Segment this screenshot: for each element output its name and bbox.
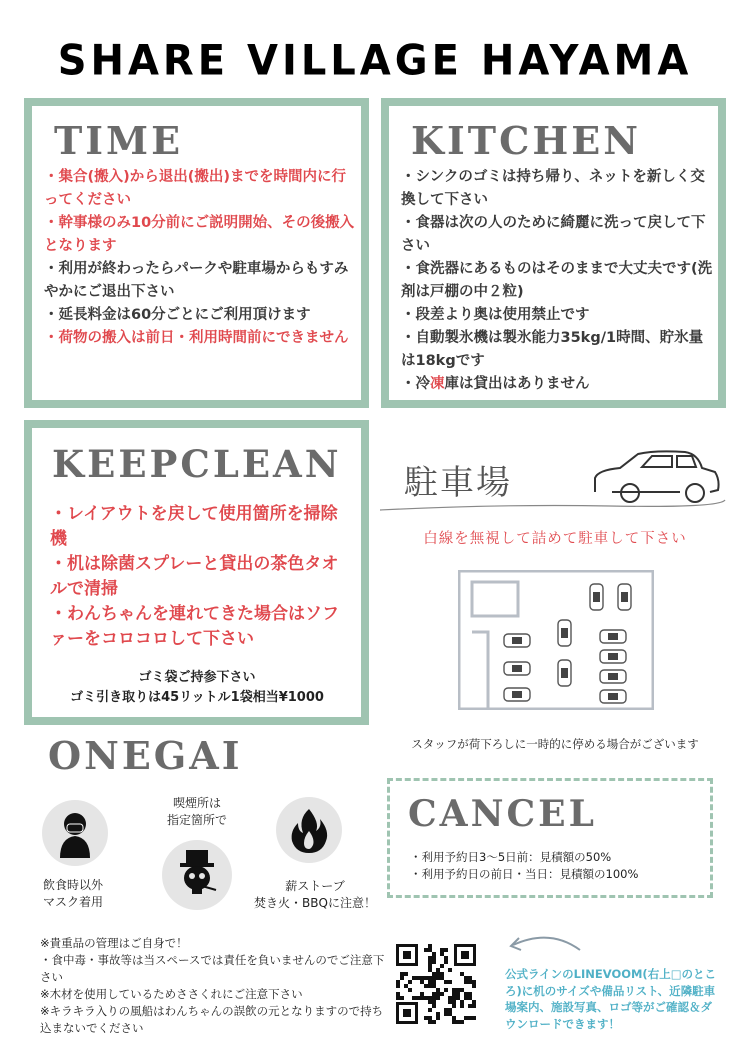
- parked-car-icon: [618, 584, 631, 610]
- cancel-policy-2: ・利用予約日の前日・当日：見積額の100%: [410, 867, 639, 881]
- onegai-heading: ONEGAI: [48, 733, 243, 778]
- kitchen-rule: ・シンクのゴミは持ち帰り、ネットを新しく交換して下さい: [401, 169, 705, 208]
- mask-person-icon: [42, 800, 108, 866]
- fire-caption: 薪ストーブ 焚き火・BBQに注意！: [254, 879, 376, 910]
- kitchen-rule: ・食器は次の人のために綺麗に洗って戻して下さい: [401, 215, 706, 254]
- time-rule: ・集合(搬入)から退出(搬出)までを時間内に行ってください: [44, 169, 347, 208]
- parked-car-icon: [504, 662, 530, 675]
- keepclean-rules-list: [50, 502, 350, 652]
- kitchen-panel: [381, 98, 726, 408]
- parked-car-icon: [504, 688, 530, 701]
- line-qr-code[interactable]: [396, 944, 476, 1024]
- parking-lot-map: [458, 570, 654, 710]
- line-info-text: 公式ラインのLINEVOOM(右上□のところ)に机のサイズや備品リスト、近隣駐車場案内、施設写真、ロゴ等がご確認＆ダウンロードできます！: [505, 967, 717, 1031]
- note-item: ※キラキラ入りの風船はわんちゃんの誤飲の元となりますので持ち込まないでください: [40, 1004, 384, 1035]
- time-rule: ・荷物の搬入は前日・利用時間前にできません: [44, 330, 349, 346]
- kitchen-rules-list: [401, 166, 713, 396]
- keepclean-panel: [24, 420, 369, 725]
- kitchen-rule: ・食洗器にあるものはそのままで大丈夫です(洗剤は戸棚の中２粒): [401, 261, 713, 300]
- parked-car-icon: [600, 670, 626, 683]
- trash-pickup-fee: ゴミ引き取りは45リットル1袋相当¥1000: [70, 690, 324, 705]
- car-icon: [595, 451, 719, 502]
- page-title: SHARE VILLAGE HAYAMA: [57, 36, 693, 86]
- notes-list: [40, 935, 385, 1037]
- arrow-icon: [505, 930, 585, 960]
- kitchen-rule-freezer: ・冷凍庫は貸出はありません: [401, 376, 590, 392]
- skull-smoking-icon: [162, 840, 232, 910]
- cancel-policy-1: ・利用予約日3～5日前：見積額の50%: [410, 850, 612, 864]
- time-rule: ・延長料金は60分ごとにご利用頂けます: [44, 307, 311, 323]
- time-rules-list: [44, 166, 356, 350]
- parking-instruction: 白線を無視して詰めて駐車して下さい: [423, 531, 687, 547]
- cancel-panel: [387, 778, 713, 898]
- note-item: ・食中毒・事故等は当スペースでは責任を負いませんのでご注意下さい: [40, 953, 385, 984]
- time-rule: ・利用が終わったらパークや駐車場からもすみやかにご退出下さい: [44, 261, 349, 300]
- keepclean-rule: ・机は除菌スプレーと貸出の茶色タオルで清掃: [50, 554, 339, 599]
- time-rule: ・幹事様のみ10分前にご説明開始、その後搬入となります: [44, 215, 355, 254]
- parked-car-icon: [600, 630, 626, 643]
- staff-note: スタッフが荷下ろしに一時的に停める場合がございます: [411, 737, 699, 751]
- note-item: ※貴重品の管理はご自身で！: [40, 936, 188, 950]
- parked-car-icon: [504, 634, 530, 647]
- keepclean-rule: ・レイアウトを戻して使用箇所を掃除機: [50, 504, 338, 549]
- keepclean-heading: KEEPCLEAN: [52, 442, 342, 486]
- mask-caption: 飲食時以外 マスク着用: [42, 878, 103, 909]
- kitchen-rule: ・自動製氷機は製氷能力35kg/1時間、貯氷量は18kgです: [401, 330, 704, 369]
- keepclean-rule: ・わんちゃんを連れてきた場合はソファーをコロコロして下さい: [50, 604, 339, 649]
- smoking-caption: 喫煙所は 指定箇所で: [166, 796, 227, 827]
- parked-car-icon: [558, 620, 571, 646]
- parked-car-icon: [600, 690, 626, 703]
- parked-car-icon: [590, 584, 603, 610]
- kitchen-rule: ・段差より奥は使用禁止です: [401, 307, 590, 323]
- time-panel: [24, 98, 369, 408]
- trash-bag-note: ゴミ袋ご持参下さい: [138, 670, 256, 685]
- parked-car-icon: [558, 660, 571, 686]
- kitchen-heading: KITCHEN: [411, 118, 641, 163]
- car-illustration: [380, 440, 730, 515]
- parking-heading: 駐車場: [404, 463, 512, 503]
- cancel-heading: CANCEL: [408, 793, 597, 835]
- time-heading: TIME: [54, 118, 184, 163]
- parked-car-icon: [600, 650, 626, 663]
- fire-icon: [276, 797, 342, 863]
- note-item: ※木材を使用しているためささくれにご注意下さい: [40, 987, 303, 1001]
